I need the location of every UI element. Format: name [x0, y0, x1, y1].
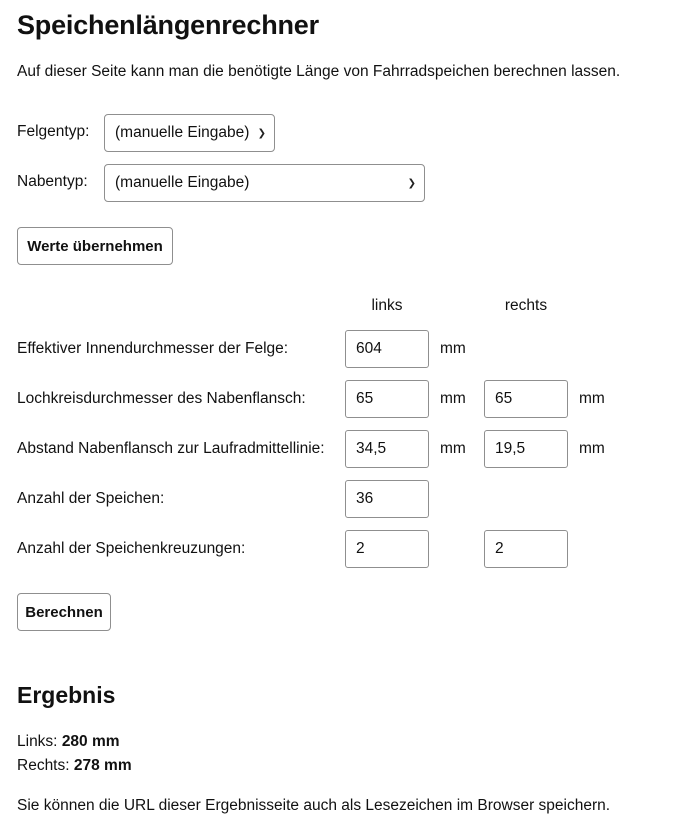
spoke-crossings-label: Anzahl der Speichenkreuzungen: — [17, 540, 246, 557]
hub-type-value: (manuelle Eingabe) — [115, 174, 250, 191]
rim-type-value: (manuelle Eingabe) — [115, 124, 250, 141]
spoke-count-input[interactable] — [345, 480, 429, 518]
spoke-count-label: Anzahl der Speichen: — [17, 490, 165, 507]
flange-distance-right-unit: mm — [579, 440, 605, 457]
result-right-value: 278 mm — [73, 757, 132, 774]
bookmark-note: Sie können die URL dieser Ergebnisseite auch als Lesezeichen im Browser speichern. — [17, 797, 611, 814]
column-header-left: links — [371, 297, 403, 314]
flange-distance-right-input[interactable] — [484, 430, 568, 468]
calculate-button[interactable]: Berechnen — [17, 593, 111, 631]
chevron-down-icon: ❯ — [407, 177, 416, 189]
flange-diameter-left-input[interactable] — [345, 380, 429, 418]
rim-type-select[interactable] — [104, 114, 275, 152]
flange-diameter-label: Lochkreisdurchmesser des Nabenflansch: — [17, 390, 306, 407]
rim-diameter-label: Effektiver Innendurchmesser der Felge: — [17, 340, 289, 357]
hub-type-label: Nabentyp: — [17, 173, 88, 190]
hub-type-select[interactable] — [104, 164, 425, 202]
result-left-label: Links: — [17, 733, 58, 750]
result-heading: Ergebnis — [17, 682, 116, 708]
page-title: Speichenlängenrechner — [17, 10, 319, 40]
result-left — [17, 731, 120, 753]
flange-diameter-right-unit: mm — [579, 390, 605, 407]
rim-diameter-input[interactable] — [345, 330, 429, 368]
flange-diameter-left-unit: mm — [440, 390, 466, 407]
flange-distance-label: Abstand Nabenflansch zur Laufradmittellinie: — [17, 440, 325, 457]
apply-values-button[interactable]: Werte übernehmen — [17, 227, 173, 265]
result-left-value: 280 mm — [61, 733, 120, 750]
spoke-crossings-right-input[interactable] — [484, 530, 568, 568]
rim-type-label: Felgentyp: — [17, 123, 90, 140]
flange-diameter-right-input[interactable] — [484, 380, 568, 418]
result-right — [17, 755, 132, 777]
column-header-right: rechts — [504, 297, 548, 314]
rim-diameter-unit: mm — [440, 340, 466, 357]
result-right-label: Rechts: — [17, 757, 70, 774]
flange-distance-left-unit: mm — [440, 440, 466, 457]
spoke-crossings-left-input[interactable] — [345, 530, 429, 568]
flange-distance-left-input[interactable] — [345, 430, 429, 468]
intro-text: Auf dieser Seite kann man die benötigte Länge von Fahrradspeichen berechnen lassen. — [17, 63, 621, 80]
chevron-down-icon: ❯ — [257, 127, 266, 139]
